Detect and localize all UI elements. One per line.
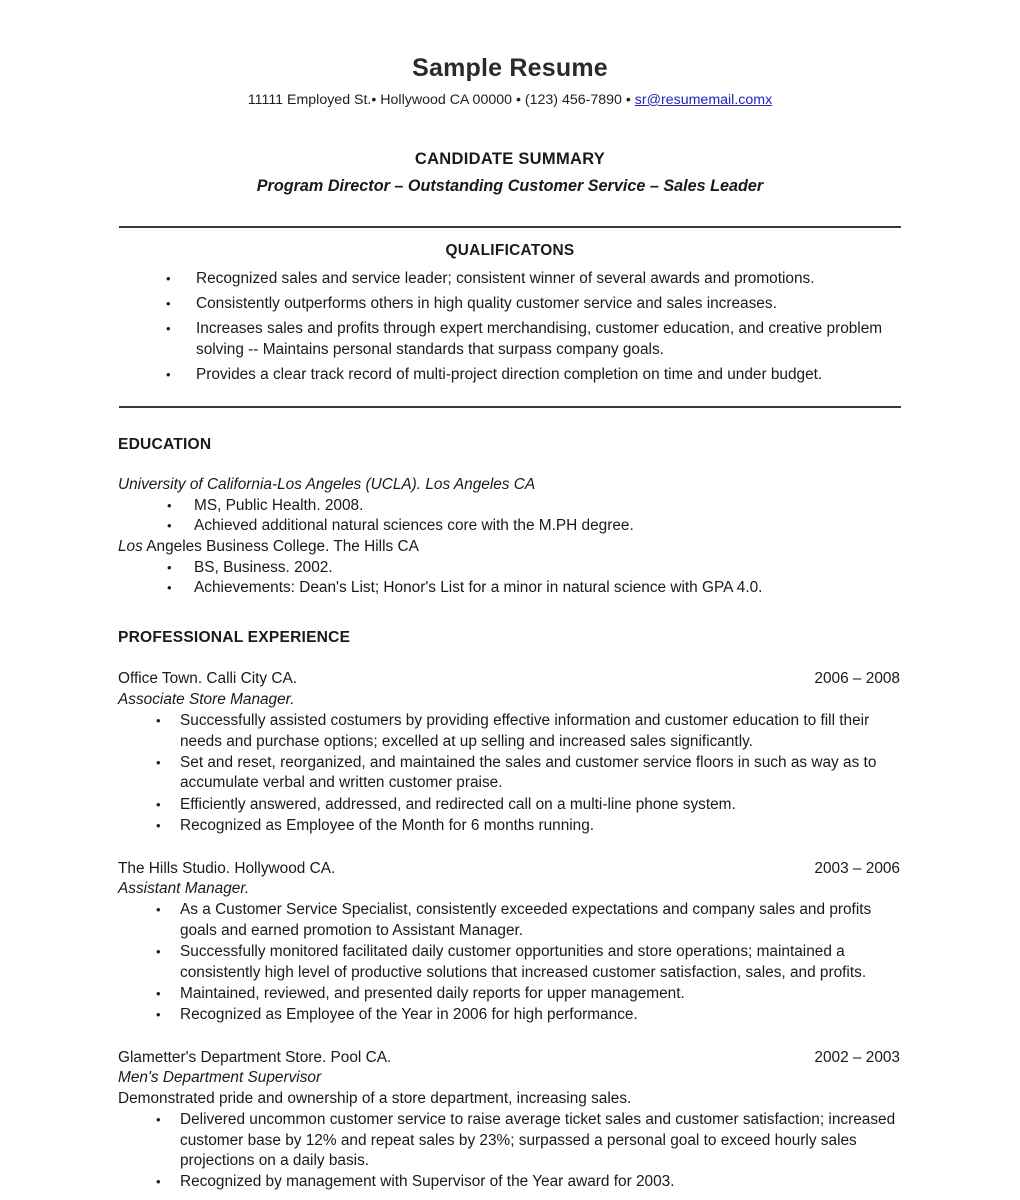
- experience-job-title: Men's Department Supervisor: [118, 1069, 322, 1087]
- experience-job-title: Assistant Manager.: [118, 880, 250, 898]
- education-entry: [118, 475, 900, 536]
- education-heading: EDUCATION: [118, 435, 212, 453]
- education-entry: [118, 537, 900, 598]
- list-item: • Recognized as Employee of the Year in 2006 for high performance.: [118, 1005, 900, 1025]
- list-item: • Efficiently answered, addressed, and redirected call on a multi-line phone system.: [118, 795, 900, 815]
- candidate-summary-heading: CANDIDATE SUMMARY: [414, 149, 606, 168]
- divider-bottom: [119, 406, 901, 408]
- list-item: • Successfully assisted costumers by providing effective information and customer education to fill their needs and purchase options; excelled at up selling and increased sales significantly.: [118, 711, 900, 752]
- list-item: • Provides a clear track record of multi-project direction completion on time and under budget.: [0, 365, 1020, 385]
- experience-entry: [118, 1048, 900, 1193]
- professional-experience-heading: PROFESSIONAL EXPERIENCE: [118, 628, 351, 646]
- experience-bullet-list: [118, 711, 900, 836]
- education-detail-list: [118, 558, 900, 599]
- qualifications-section: [0, 242, 1020, 386]
- experience-entry: [118, 669, 900, 836]
- contact-email-link[interactable]: sr@resumemail.comx: [634, 91, 773, 108]
- divider-top: [119, 226, 901, 228]
- experience-headline: [118, 859, 900, 879]
- list-item: • Achievements: Dean's List; Honor's List for a minor in natural science with GPA 4.0.: [118, 578, 900, 598]
- education-school-name-italic: Los: [118, 538, 143, 556]
- list-item: • Set and reset, reorganized, and maintained the sales and customer service floors in such as way as to accumulate verbal and written customer praise.: [118, 753, 900, 794]
- list-item: • Delivered uncommon customer service to raise average ticket sales and customer satisfaction; increased customer base by 12% and repeat sales by 23%; surpassed a personal goal to exceed hourly sales projections on a daily basis.: [118, 1110, 900, 1171]
- experience-headline: [118, 669, 900, 689]
- list-item: • Recognized by management with Supervisor of the Year award for 2003.: [118, 1172, 900, 1192]
- experience-dates: 2003 – 2006: [814, 859, 900, 877]
- list-item: • Achieved additional natural sciences core with the M.PH degree.: [118, 516, 900, 536]
- list-item: • Consistently outperforms others in high quality customer service and sales increases.: [0, 294, 1020, 314]
- contact-separator-1: •: [371, 91, 377, 108]
- experience-dates: 2006 – 2008: [814, 670, 900, 688]
- candidate-summary-tagline: Program Director – Outstanding Customer Service – Sales Leader: [256, 176, 764, 195]
- list-item: • Recognized as Employee of the Month for 6 months running.: [118, 816, 900, 836]
- contact-city-state-zip: Hollywood CA 00000: [380, 91, 513, 108]
- education-section: [118, 436, 900, 599]
- list-item: • Recognized sales and service leader; consistent winner of several awards and promotions.: [0, 269, 1020, 289]
- contact-line: [0, 92, 1020, 109]
- education-school-name-roman: Angeles Business College. The Hills CA: [142, 538, 419, 556]
- contact-phone: (123) 456-7890: [524, 91, 622, 108]
- education-school-name-italic: University of California-Los Angeles (UCLA). Los Angeles CA: [118, 476, 536, 494]
- experience-dates: 2002 – 2003: [814, 1048, 900, 1066]
- list-item: • Increases sales and profits through expert merchandising, customer education, and creative problem solving -- Maintains personal standards that surpass company goals.: [0, 319, 1020, 360]
- experience-employer: Glametter's Department Store. Pool CA.: [118, 1048, 392, 1066]
- education-school-name: [118, 475, 900, 495]
- experience-headline: [118, 1048, 900, 1068]
- list-item: • BS, Business. 2002.: [118, 558, 900, 578]
- list-item: • As a Customer Service Specialist, consistently exceeded expectations and company sales and profits goals and earned promotion to Assistant Manager.: [118, 900, 900, 941]
- page-title: Sample Resume: [412, 54, 608, 82]
- list-item: • Successfully monitored facilitated daily customer opportunities and store operations; maintained a consistently high level of productive solutions that increased customer satisfaction, sales, and profits.: [118, 942, 900, 983]
- list-item: • MS, Public Health. 2008.: [118, 496, 900, 516]
- candidate-summary-block: [0, 150, 1020, 196]
- experience-employer: The Hills Studio. Hollywood CA.: [118, 859, 336, 877]
- contact-address: 11111 Employed St.: [247, 91, 372, 108]
- qualifications-list: [0, 269, 1020, 386]
- document-header: [0, 0, 1020, 109]
- experience-employer: Office Town. Calli City CA.: [118, 670, 298, 688]
- education-detail-list: [118, 496, 900, 537]
- experience-job-title: Associate Store Manager.: [118, 690, 295, 708]
- qualifications-heading: QUALIFICATONS: [445, 242, 575, 260]
- experience-intro: Demonstrated pride and ownership of a store department, increasing sales.: [118, 1089, 632, 1107]
- experience-entry: [118, 859, 900, 1026]
- professional-experience-section: [118, 629, 900, 1193]
- list-item: • Maintained, reviewed, and presented daily reports for upper management.: [118, 984, 900, 1004]
- contact-separator-3: •: [625, 91, 631, 108]
- contact-separator-2: •: [515, 91, 521, 108]
- experience-bullet-list: [118, 900, 900, 1025]
- education-school-name: [118, 537, 900, 557]
- experience-bullet-list: [118, 1110, 900, 1193]
